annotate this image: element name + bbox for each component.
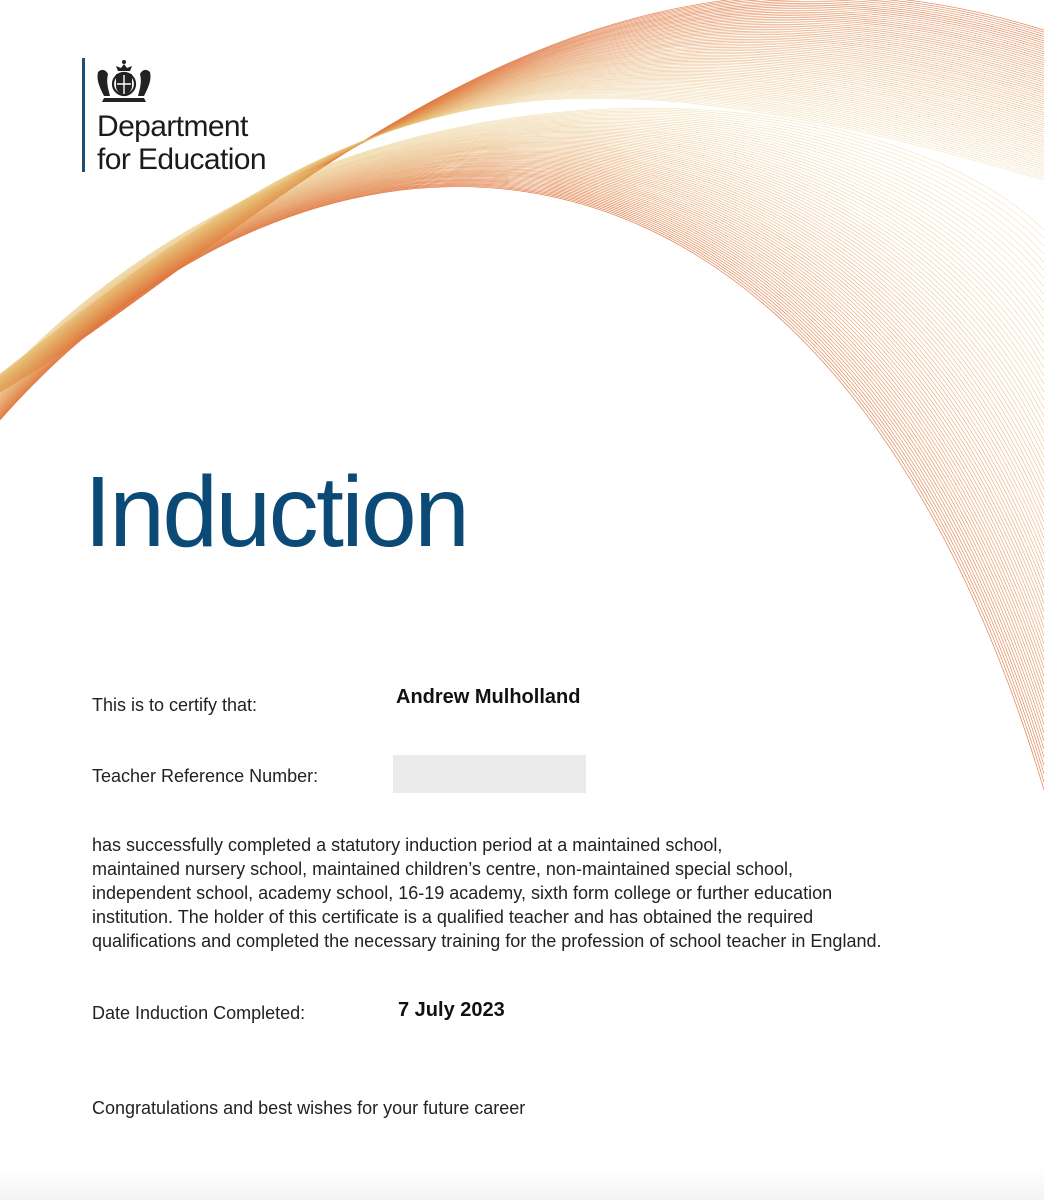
wave-line bbox=[0, 142, 1044, 441]
royal-coat-of-arms-icon bbox=[94, 58, 154, 106]
date-completed: 7 July 2023 bbox=[398, 999, 505, 1021]
logo-rule bbox=[82, 58, 85, 172]
statement-line: institution. The holder of this certificate is a qualified teacher and has obtained the required bbox=[92, 907, 814, 927]
department-name bbox=[97, 110, 317, 176]
statement-line: has successfully completed a statutory induction period at a maintained school, bbox=[92, 835, 723, 855]
closing-message: Congratulations and best wishes for your future career bbox=[92, 1098, 526, 1118]
trn-redacted-field bbox=[393, 755, 586, 793]
holder-name: Andrew Mulholland bbox=[396, 686, 581, 708]
statement-line: qualifications and completed the necessary training for the profession of school teacher in England. bbox=[92, 931, 882, 951]
department-name-line-2: for Education bbox=[97, 143, 266, 176]
page-bottom-edge bbox=[0, 1168, 1044, 1200]
certificate-title: Induction bbox=[84, 456, 468, 568]
certify-label: This is to certify that: bbox=[92, 695, 258, 715]
certificate-statement bbox=[92, 833, 992, 953]
wave-line bbox=[0, 55, 1044, 382]
statement-line: maintained nursery school, maintained children’s centre, non-maintained special school, bbox=[92, 859, 794, 879]
wave-line bbox=[0, 145, 1044, 465]
statement-line: independent school, academy school, 16-19 academy, sixth form college or further education bbox=[92, 883, 833, 903]
date-label: Date Induction Completed: bbox=[92, 1003, 306, 1023]
department-name-line-1: Department bbox=[97, 110, 248, 143]
trn-label: Teacher Reference Number: bbox=[92, 766, 319, 786]
wave-line bbox=[0, 60, 1044, 382]
wave-line bbox=[0, 141, 1044, 433]
